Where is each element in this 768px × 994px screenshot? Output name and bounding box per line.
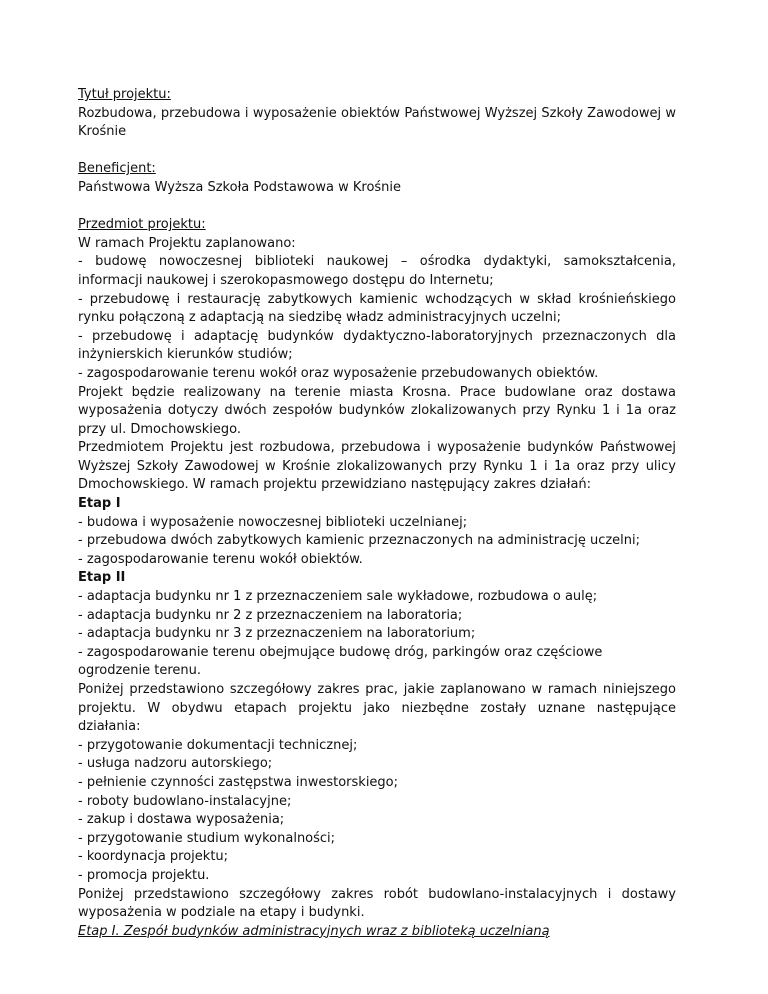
location-paragraph: Projekt będzie realizowany na terenie miasta Krosna. Prace budowlane oraz dostawa wyposażenia dotyczy dwóch zespołów budynków zlokalizowanych przy Rynku 1 i 1a oraz przy ul. Dmochowskiego. [78, 384, 676, 437]
stage1-item: - budowa i wyposażenie nowoczesnej biblioteki uczelnianej; [78, 514, 468, 530]
subject-heading: Przedmiot projektu: [78, 217, 206, 233]
stage1-section-heading: Etap I. Zespół budynków administracyjnych wraz z biblioteką uczelnianą [78, 923, 550, 939]
stage2-label: Etap II [78, 570, 126, 586]
details-paragraph: Poniżej przedstawiono szczegółowy zakres prac, jakie zaplanowano w ramach niniejszego projektu. W obydwu etapach projektu jako niezbędne zostały uznane następujące działania: [78, 682, 676, 735]
stage1-label: Etap I [78, 496, 121, 512]
stage2-item: - adaptacja budynku nr 1 z przeznaczeniem sale wykładowe, rozbudowa o aulę; [78, 589, 598, 605]
action-item: - pełnienie czynności zastępstwa inwestorskiego; [78, 774, 399, 790]
subject-intro: W ramach Projektu zaplanowano: [78, 235, 296, 251]
planned-item: - budowę nowoczesnej biblioteki naukowej – ośrodka dydaktyki, samokształcenia, informacji naukowej i szerokopasmowego dostępu do Internetu; [78, 254, 676, 288]
beneficiary-heading: Beneficjent: [78, 161, 156, 177]
action-item: - usługa nadzoru autorskiego; [78, 756, 273, 772]
stage2-item: - adaptacja budynku nr 3 z przeznaczeniem na laboratorium; [78, 626, 476, 642]
action-item: - promocja projektu. [78, 867, 210, 883]
works-paragraph: Poniżej przedstawiono szczegółowy zakres robót budowlano-instalacyjnych i dostawy wyposażenia w podziale na etapy i budynki. [78, 886, 676, 921]
planned-item: - zagospodarowanie terenu wokół oraz wyposażenie przebudowanych obiektów. [78, 365, 599, 381]
planned-item: - przebudowę i restaurację zabytkowych kamienic wchodzących w skład krośnieńskiego rynku połączoną z adaptacją na siedzibę władz administracyjnych uczelni; [78, 291, 676, 326]
scope-paragraph: Przedmiotem Projektu jest rozbudowa, przebudowa i wyposażenie budynków Państwowej Wyższej Szkoły Zawodowej w Krośnie zlokalizowanych przy Rynku 1 i 1a oraz przy ulicy Dmochowskiego. W ramach projektu przewidziano następujący zakres działań: [78, 440, 676, 493]
stage1-item: - przebudowa dwóch zabytkowych kamienic przeznaczonych na administrację uczelni; [78, 533, 641, 549]
title-heading: Tytuł projektu: [78, 87, 171, 102]
action-item: - przygotowanie dokumentacji technicznej; [78, 737, 358, 753]
action-item: - zakup i dostawa wyposażenia; [78, 812, 285, 828]
stage2-item: - zagospodarowanie terenu obejmujące budowę dróg, parkingów oraz częściowe ogrodzenie terenu. [78, 644, 603, 679]
stage1-item: - zagospodarowanie terenu wokół obiektów. [78, 551, 363, 567]
action-item: - przygotowanie studium wykonalności; [78, 830, 336, 846]
action-item: - koordynacja projektu; [78, 849, 229, 865]
stage2-item: - adaptacja budynku nr 2 z przeznaczeniem na laboratoria; [78, 607, 463, 623]
beneficiary-text: Państwowa Wyższa Szkoła Podstawowa w Krośnie [78, 179, 402, 195]
action-item: - roboty budowlano-instalacyjne; [78, 793, 292, 809]
project-title-text: Rozbudowa, przebudowa i wyposażenie obiektów Państwowej Wyższej Szkoły Zawodowej w Krośnie [78, 105, 676, 140]
planned-item: - przebudowę i adaptację budynków dydaktyczno-laboratoryjnych przeznaczonych dla inżynierskich kierunków studiów; [78, 328, 676, 363]
